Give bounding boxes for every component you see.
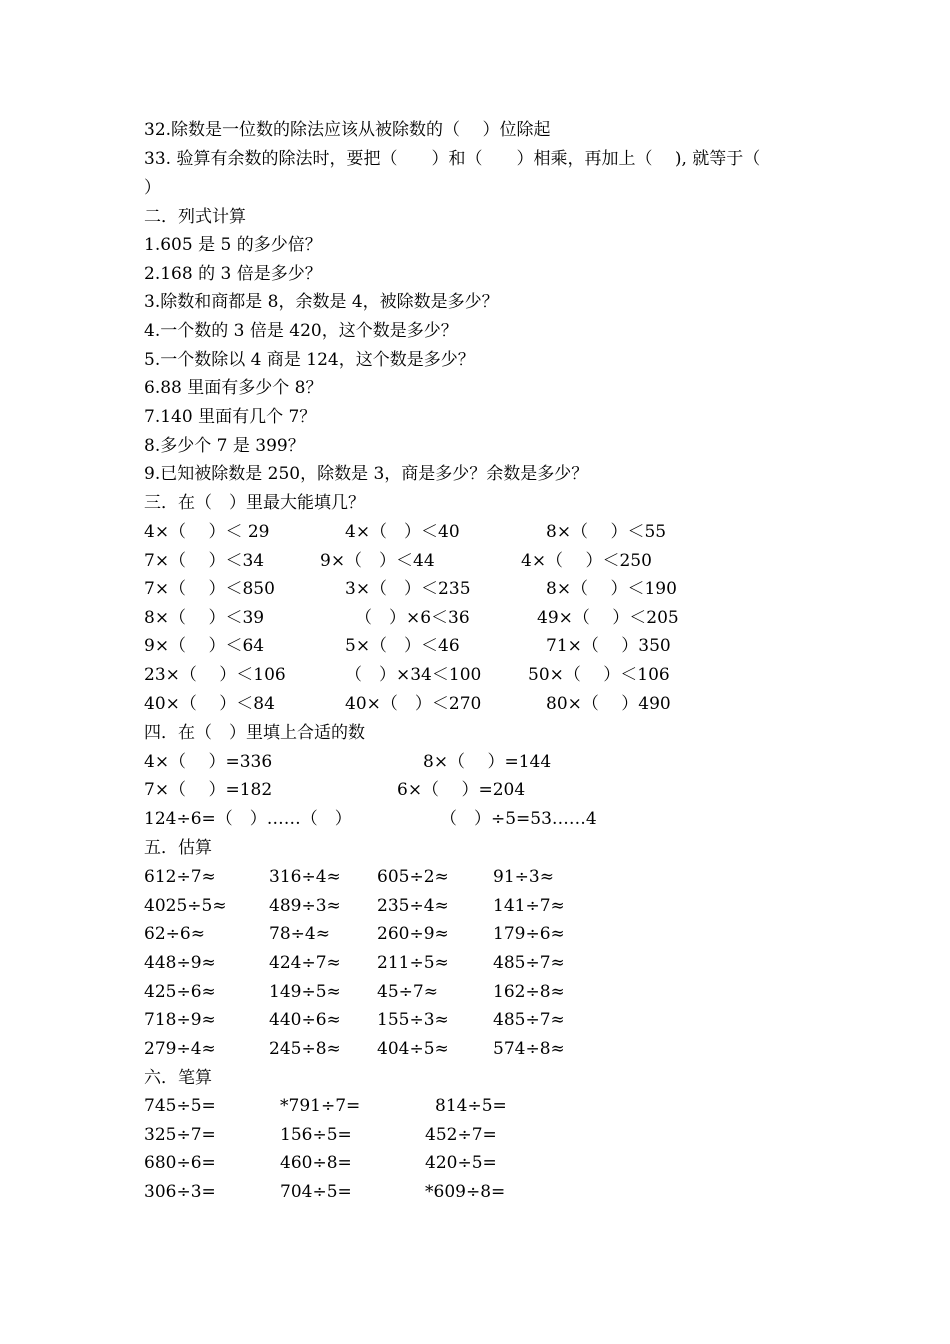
section-6-cell: 460÷8=	[280, 1153, 352, 1173]
section-5-cell: 162÷8≈	[493, 982, 565, 1002]
section-5-cell: 260÷9≈	[377, 924, 449, 944]
section-6-cell: 745÷5=	[144, 1096, 216, 1116]
section-5-title: 五．估算	[144, 838, 212, 858]
section-3-cell: 7×（ ）＜34	[144, 551, 265, 571]
section-2-item: 6.88 里面有多少个 8？	[144, 378, 323, 398]
section-3-title: 三．在（ ）里最大能填几？	[144, 493, 365, 513]
section-3-cell: 4×（ ）＜ 29	[144, 522, 270, 542]
section-3-cell: 9×（ ）＜44	[320, 551, 435, 571]
section-5-cell: 485÷7≈	[493, 953, 565, 973]
section-2-item: 3.除数和商都是 8，余数是 4，被除数是多少？	[144, 292, 499, 312]
section-6-cell: 680÷6=	[144, 1153, 216, 1173]
section-5-cell: 78÷4≈	[269, 924, 330, 944]
section-3-cell: 40×（ ）＜84	[144, 694, 275, 714]
section-2-item: 1.605 是 5 的多少倍？	[144, 235, 322, 255]
section-3-cell: （ ）×6＜36	[355, 608, 470, 628]
section-3-cell: 50×（ ）＜106	[528, 665, 670, 685]
section-2-item: 5.一个数除以 4 商是 124，这个数是多少？	[144, 350, 475, 370]
section-5-cell: 404÷5≈	[377, 1039, 449, 1059]
question-33-continued: ）	[144, 178, 161, 198]
section-3-cell: 71×（ ）350	[546, 636, 671, 656]
section-3-cell: 23×（ ）＜106	[144, 665, 286, 685]
section-3-cell: 49×（ ）＜205	[537, 608, 679, 628]
section-6-cell: 814÷5=	[435, 1096, 507, 1116]
section-3-cell: 9×（ ）＜64	[144, 636, 265, 656]
section-4-cell: （ ）÷5=53……4	[440, 809, 597, 829]
section-5-cell: 574÷8≈	[493, 1039, 565, 1059]
section-5-cell: 235÷4≈	[377, 896, 449, 916]
section-6-cell: 156÷5=	[280, 1125, 352, 1145]
section-5-cell: 448÷9≈	[144, 953, 216, 973]
section-5-cell: 155÷3≈	[377, 1010, 449, 1030]
section-6-cell: 704÷5=	[280, 1182, 352, 1202]
section-3-cell: 5×（ ）＜46	[345, 636, 460, 656]
section-2-item: 4.一个数的 3 倍是 420，这个数是多少？	[144, 321, 458, 341]
section-5-cell: 211÷5≈	[377, 953, 449, 973]
section-3-cell: 40×（ ）＜270	[345, 694, 482, 714]
section-3-cell: 4×（ ）＜40	[345, 522, 460, 542]
section-3-cell: 80×（ ）490	[546, 694, 671, 714]
section-4-cell: 7×（ ）=182	[144, 780, 273, 800]
section-6-cell: 420÷5=	[425, 1153, 497, 1173]
section-4-cell: 8×（ ）=144	[423, 752, 552, 772]
section-4-title: 四．在（ ）里填上合适的数	[144, 723, 365, 743]
question-33: 33. 验算有余数的除法时，要把（ ）和（ ）相乘，再加上（ ), 就等于（	[144, 149, 761, 169]
section-5-cell: 485÷7≈	[493, 1010, 565, 1030]
section-5-cell: 279÷4≈	[144, 1039, 216, 1059]
section-5-cell: 440÷6≈	[269, 1010, 341, 1030]
section-5-cell: 45÷7≈	[377, 982, 438, 1002]
section-3-cell: 4×（ ）＜250	[521, 551, 652, 571]
section-5-cell: 718÷9≈	[144, 1010, 216, 1030]
section-5-cell: 4025÷5≈	[144, 896, 227, 916]
section-4-cell: 4×（ ）=336	[144, 752, 273, 772]
section-3-cell: 8×（ ）＜190	[546, 579, 677, 599]
section-3-cell: 7×（ ）＜850	[144, 579, 275, 599]
question-32: 32.除数是一位数的除法应该从被除数的（ ）位除起	[144, 120, 551, 140]
section-2-item: 8.多少个 7 是 399？	[144, 436, 305, 456]
section-6-cell: *791÷7=	[280, 1096, 361, 1116]
section-5-cell: 425÷6≈	[144, 982, 216, 1002]
section-5-cell: 316÷4≈	[269, 867, 341, 887]
section-4-cell: 124÷6=（ ）……（ ）	[144, 809, 352, 829]
section-2-item: 9.已知被除数是 250，除数是 3，商是多少？余数是多少？	[144, 464, 589, 484]
section-6-cell: 452÷7=	[425, 1125, 497, 1145]
section-5-cell: 245÷8≈	[269, 1039, 341, 1059]
section-5-cell: 489÷3≈	[269, 896, 341, 916]
section-3-cell: 8×（ ）＜39	[144, 608, 265, 628]
section-6-cell: 325÷7=	[144, 1125, 216, 1145]
section-6-cell: *609÷8=	[425, 1182, 506, 1202]
section-5-cell: 612÷7≈	[144, 867, 216, 887]
section-2-item: 7.140 里面有几个 7？	[144, 407, 317, 427]
section-5-cell: 141÷7≈	[493, 896, 565, 916]
section-4-cell: 6×（ ）=204	[397, 780, 526, 800]
section-5-cell: 91÷3≈	[493, 867, 554, 887]
section-3-cell: （ ）×34＜100	[345, 665, 482, 685]
section-6-title: 六．笔算	[144, 1068, 212, 1088]
section-6-cell: 306÷3=	[144, 1182, 216, 1202]
section-3-cell: 8×（ ）＜55	[546, 522, 667, 542]
section-5-cell: 179÷6≈	[493, 924, 565, 944]
section-2-title: 二．列式计算	[144, 207, 246, 227]
section-2-item: 2.168 的 3 倍是多少？	[144, 264, 322, 284]
section-5-cell: 605÷2≈	[377, 867, 449, 887]
section-5-cell: 62÷6≈	[144, 924, 205, 944]
section-3-cell: 3×（ ）＜235	[345, 579, 471, 599]
section-5-cell: 149÷5≈	[269, 982, 341, 1002]
section-5-cell: 424÷7≈	[269, 953, 341, 973]
